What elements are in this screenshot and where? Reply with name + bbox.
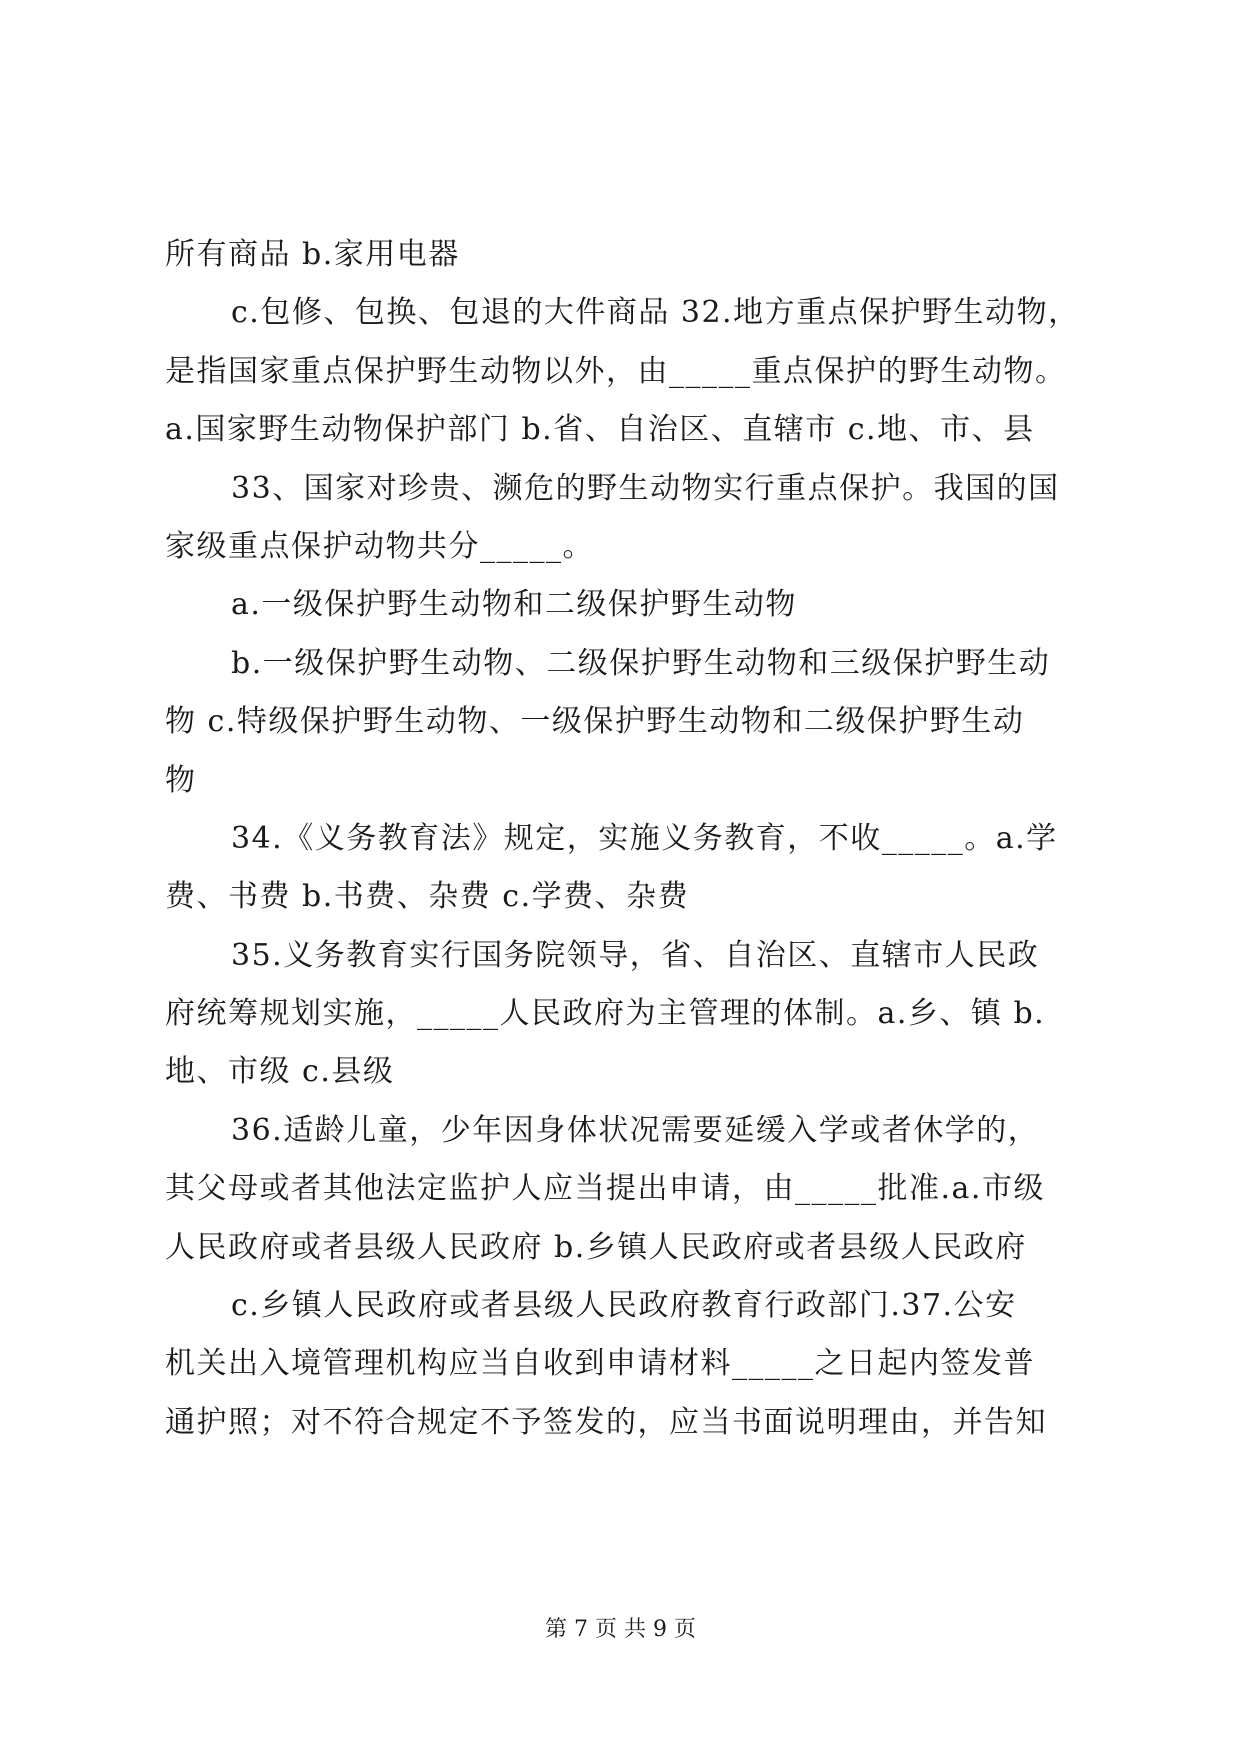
text-line: b.一级保护野生动物、二级保护野生动物和三级保护野生动 <box>231 645 1051 681</box>
text-line: 费、书费 b.书费、杂费 c.学费、杂费 <box>165 879 690 915</box>
text-line: 人民政府或者县级人民政府 b.乡镇人民政府或者县级人民政府 <box>165 1229 1027 1265</box>
text-line: c.包修、包换、包退的大件商品 32.地方重点保护野生动物， <box>231 295 1080 331</box>
text-line: 33、国家对珍贵、濒危的野生动物实行重点保护。我国的国 <box>231 470 1060 506</box>
document-body <box>165 226 1085 1452</box>
text-line: 通护照；对不符合规定不予签发的，应当书面说明理由，并告知 <box>165 1404 1047 1440</box>
text-line: 36.适龄儿童，少年因身体状况需要延缓入学或者休学的， <box>231 1112 1040 1148</box>
text-line: 所有商品 b.家用电器 <box>165 237 460 272</box>
text-line: 府统筹规划实施，_____人民政府为主管理的体制。a.乡、镇 b. <box>165 996 1046 1032</box>
text-line: 34.《义务教育法》规定，实施义务教育，不收_____。a.学 <box>231 820 1058 856</box>
text-line: 地、市级 c.县级 <box>165 1054 395 1090</box>
text-line: 物 <box>165 762 197 798</box>
text-line: 家级重点保护动物共分_____。 <box>165 528 594 564</box>
text-line: 物 c.特级保护野生动物、一级保护野生动物和二级保护野生动 <box>165 704 1025 740</box>
text-line: 其父母或者其他法定监护人应当提出申请，由_____批准.a.市级 <box>165 1171 1045 1207</box>
page-footer: 第 7 页 共 9 页 <box>545 1617 696 1642</box>
text-line: 是指国家重点保护野生动物以外，由_____重点保护的野生动物。 <box>165 353 1067 389</box>
text-line: a.一级保护野生动物和二级保护野生动物 <box>231 587 797 623</box>
text-line: 35.义务教育实行国务院领导，省、自治区、直辖市人民政 <box>231 937 1040 973</box>
text-line: 机关出入境管理机构应当自收到申请材料_____之日起内签发普 <box>165 1346 1035 1382</box>
text-line: c.乡镇人民政府或者县级人民政府教育行政部门.37.公安 <box>231 1288 1017 1324</box>
text-line: a.国家野生动物保护部门 b.省、自治区、直辖市 c.地、市、县 <box>165 412 1035 448</box>
